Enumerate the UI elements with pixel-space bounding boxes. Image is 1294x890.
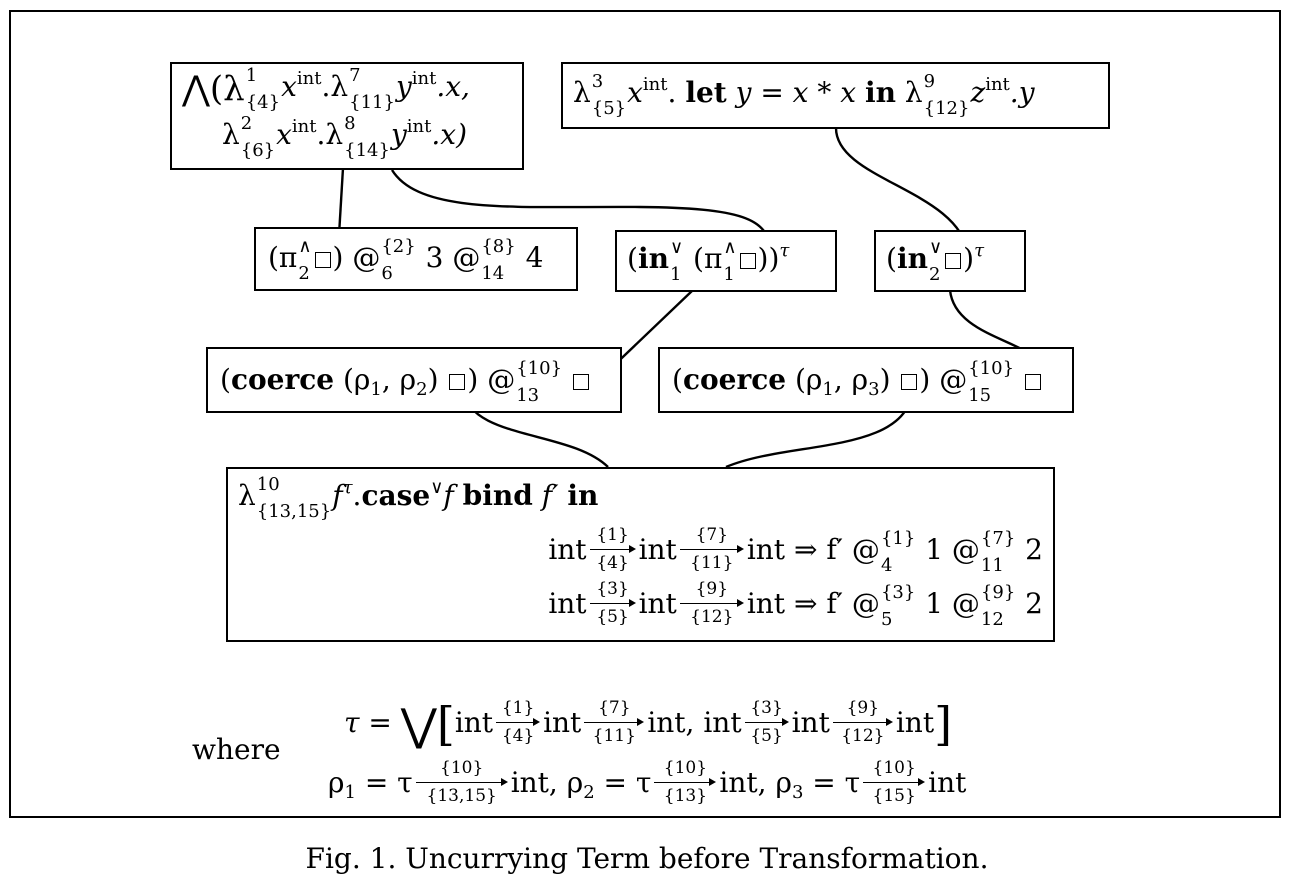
term-box-coerce-rho2: (coerce ($\rho_1$, $\rho_2$) ) @ {10} 13 [206,347,622,413]
figure-caption: Fig. 1. Uncurrying Term before Transformation. [305,842,989,875]
term-box-injection-2: (in ∨ 2 )$^\tau$ [874,230,1026,292]
case-head: λ 10 {13,15} $f^\tau.case^\vee f$ bind f′ in [238,474,599,522]
term-line-1: ⋀(λ 1 {4} $x^{int}.\lambda$ 7 {11} $y^{int}.x$, [182,65,470,113]
hole-placeholder [573,374,589,390]
term-box-injection-1: (in ∨ 1 (π ∧ 1 ))$^\tau$ [615,230,837,292]
term-box-intersection [170,62,524,170]
term-box-coerce-rho3: (coerce ($\rho_1$, $\rho_3$) ) @ {10} 15 [658,347,1074,413]
where-label: where [192,733,281,766]
hole-placeholder [315,252,331,268]
term-box-case [226,467,1055,642]
term-line-2: λ 2 {6} $x^{int}.\lambda$ 8 {14} $y^{int}.x$) [222,113,468,161]
term-box-let: λ 3 {5} $x^{int}$. let y = x * x in λ 9 {12} $z^{int}.y$ [561,62,1110,129]
case-branch-2: int {3} {5} int {9} {12} int ⇒ f′ @ {3} 5 1 @ {9} 12 2 [548,579,1043,630]
hole-placeholder [1025,374,1041,390]
case-branch-1: int {1} {4} int {7} {11} int ⇒ f′ @ {1} 4 1 @ {7} 11 2 [548,525,1043,576]
rho-definitions: $\rho_1 = \tau$ {10} {13,15} int, $\rho_2 = \tau$ {10} {13} int, $\rho_3 = \tau$ {10} {15} int [328,758,967,806]
hole-placeholder [449,374,465,390]
tau-definition: τ = ⋁[int {1} {4} int {7} {11} int, int {3} {5} int {9} {12} int] [344,697,953,751]
hole-placeholder [945,253,961,269]
hole-placeholder [901,374,917,390]
hole-placeholder [740,253,756,269]
term-box-projection-2: (π ∧ 2 ) @ {2} 6 3 @ {8} 14 4 [254,227,578,291]
